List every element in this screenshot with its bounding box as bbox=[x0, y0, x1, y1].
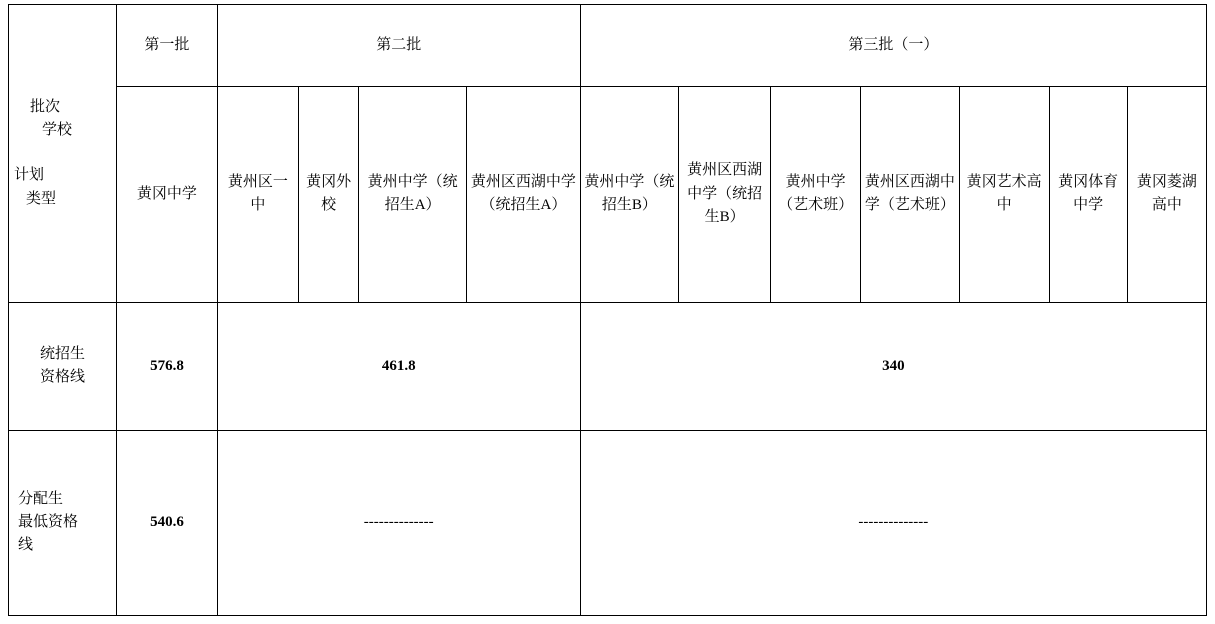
row-label-line: 资格线 bbox=[40, 369, 86, 386]
cell-regular-batch3: 340 bbox=[580, 302, 1206, 430]
row-label-regular-admission bbox=[9, 302, 117, 430]
school-header-3: 黄州中学（统招生A） bbox=[359, 86, 467, 302]
row-label-line: 最低资格 bbox=[18, 514, 79, 531]
admission-score-table bbox=[8, 4, 1207, 616]
school-header-2: 黄冈外校 bbox=[299, 86, 359, 302]
school-header-7: 黄州中学（艺术班） bbox=[771, 86, 861, 302]
table-row bbox=[9, 302, 1207, 430]
corner-label-plan: 计划 bbox=[14, 167, 45, 184]
cell-regular-batch2: 461.8 bbox=[217, 302, 580, 430]
school-header-11: 黄冈菱湖高中 bbox=[1127, 86, 1206, 302]
batch-header-3: 第三批（一） bbox=[580, 5, 1206, 87]
row-label-line: 统招生 bbox=[40, 345, 86, 362]
school-header-4: 黄州区西湖中学（统招生A） bbox=[467, 86, 580, 302]
school-header-5: 黄州中学（统招生B） bbox=[580, 86, 678, 302]
corner-label-type: 类型 bbox=[26, 190, 57, 207]
row-label-allocated-admission bbox=[9, 430, 117, 615]
table-header-school-row bbox=[9, 86, 1207, 302]
cell-allocated-batch2: -------------- bbox=[217, 430, 580, 615]
row-label-line: 线 bbox=[18, 537, 34, 554]
batch-header-1: 第一批 bbox=[117, 5, 218, 87]
school-header-9: 黄冈艺术高中 bbox=[959, 86, 1049, 302]
cell-allocated-batch1: 540.6 bbox=[117, 430, 218, 615]
cell-regular-batch1: 576.8 bbox=[117, 302, 218, 430]
corner-label-school: 学校 bbox=[42, 122, 73, 139]
table-header-batch-row bbox=[9, 5, 1207, 87]
school-header-1: 黄州区一中 bbox=[217, 86, 298, 302]
school-header-10: 黄冈体育中学 bbox=[1049, 86, 1127, 302]
school-header-0: 黄冈中学 bbox=[117, 86, 218, 302]
score-line-table-page bbox=[0, 4, 1215, 624]
corner-label-batch: 批次 bbox=[30, 98, 61, 115]
batch-header-2: 第二批 bbox=[217, 5, 580, 87]
corner-header-cell bbox=[9, 5, 117, 303]
row-label-line: 分配生 bbox=[18, 490, 64, 507]
table-row bbox=[9, 430, 1207, 615]
school-header-6: 黄州区西湖中学（统招生B） bbox=[679, 86, 771, 302]
cell-allocated-batch3: -------------- bbox=[580, 430, 1206, 615]
school-header-8: 黄州区西湖中学（艺术班） bbox=[861, 86, 959, 302]
